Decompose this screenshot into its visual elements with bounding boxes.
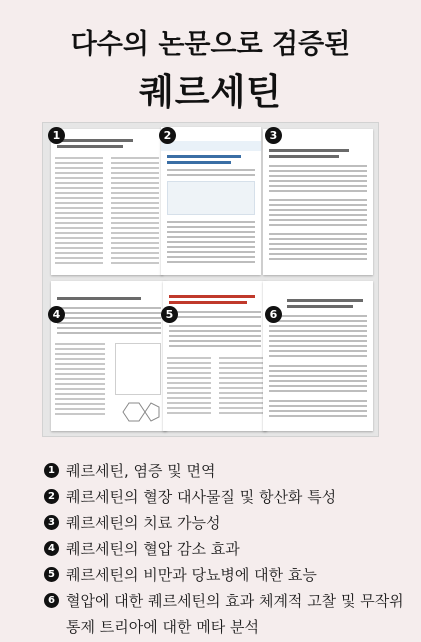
list-item-text: 퀘르세틴의 치료 가능성 bbox=[66, 514, 221, 532]
paper-text-column bbox=[51, 281, 109, 431]
list-item-text: 퀘르세틴의 혈장 대사물질 및 항산화 특성 bbox=[66, 488, 337, 506]
paper-abstract-box bbox=[167, 181, 255, 215]
number-badge: 4 bbox=[44, 541, 59, 556]
paper-thumbnail-5 bbox=[163, 281, 267, 431]
number-badge: 3 bbox=[44, 515, 59, 530]
headline-title: 퀘르세틴 bbox=[138, 72, 283, 113]
list-item bbox=[44, 562, 404, 588]
paper-text-column bbox=[215, 281, 267, 431]
paper-thumbnail-6 bbox=[263, 281, 373, 431]
paper-thumbnail-1 bbox=[51, 129, 163, 275]
paper-badge-5: 5 bbox=[161, 306, 178, 323]
list-item-text: 퀘르세틴, 염증 및 면역 bbox=[66, 462, 216, 480]
number-badge: 5 bbox=[44, 567, 59, 582]
paper-badge-1: 1 bbox=[48, 127, 65, 144]
number-badge: 2 bbox=[44, 489, 59, 504]
paper-table bbox=[115, 343, 161, 395]
list-item bbox=[44, 484, 404, 510]
paper-badge-2: 2 bbox=[159, 127, 176, 144]
paper-thumbnail-3 bbox=[263, 129, 373, 275]
list-item bbox=[44, 588, 404, 640]
paper-badge-3: 3 bbox=[265, 127, 282, 144]
paper-molecule-figure bbox=[117, 399, 161, 425]
paper-badge-4: 4 bbox=[48, 306, 65, 323]
number-badge: 6 bbox=[44, 593, 59, 608]
paper-thumbnail-2 bbox=[161, 127, 261, 275]
list-item bbox=[44, 458, 404, 484]
paper-header-band bbox=[161, 141, 261, 151]
paper-text-column bbox=[51, 129, 107, 275]
list-item-text: 퀘르세틴의 혈압 감소 효과 bbox=[66, 540, 240, 558]
list-item-text: 혈압에 대한 퀘르세틴의 효과 체계적 고찰 및 무작위 통제 트리아에 대한 메타 분석 bbox=[66, 592, 404, 636]
list-item bbox=[44, 536, 404, 562]
list-item bbox=[44, 510, 404, 536]
papers-list bbox=[44, 458, 404, 640]
paper-thumbnail-4 bbox=[51, 281, 167, 431]
paper-badge-6: 6 bbox=[265, 306, 282, 323]
number-badge: 1 bbox=[44, 463, 59, 478]
headline-subtitle: 다수의 논문으로 검증된 bbox=[70, 29, 351, 60]
paper-text-column bbox=[163, 281, 215, 431]
papers-collage bbox=[42, 122, 379, 437]
paper-text-column bbox=[107, 129, 163, 275]
list-item-text: 퀘르세틴의 비만과 당뇨병에 대한 효능 bbox=[66, 566, 317, 584]
